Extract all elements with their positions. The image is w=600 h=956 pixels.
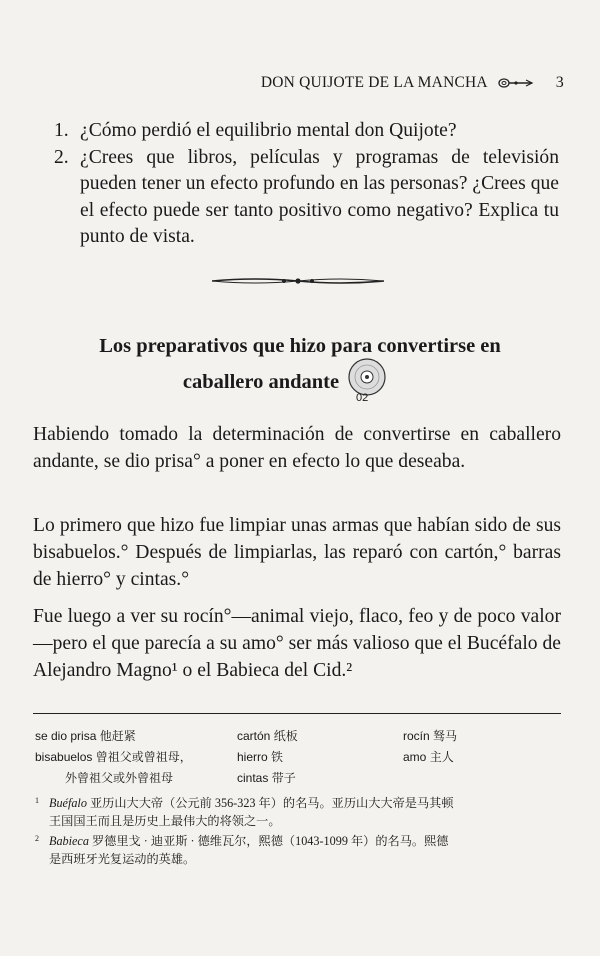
footnote-mark: 1 bbox=[35, 796, 39, 805]
glossary-entry bbox=[237, 747, 298, 768]
gloss-term: cintas bbox=[237, 771, 269, 785]
gloss-translation: 驽马 bbox=[433, 729, 458, 743]
footnote-text: 是西班牙光复运动的英雄。 bbox=[49, 852, 196, 866]
footnote-mark: 2 bbox=[35, 834, 39, 843]
gloss-translation: 铁 bbox=[271, 750, 284, 764]
glossary-entry bbox=[35, 768, 192, 789]
footnote-term: Babieca bbox=[49, 834, 89, 848]
page-number: 3 bbox=[555, 74, 564, 91]
audio-cd-icon[interactable] bbox=[347, 357, 387, 397]
question-text: ¿Crees que libros, películas y programas de televisión pueden tener un efecto profundo en las personas? ¿Crees que el efecto puede ser tanto positivo como negativo? Explica tu punto de vista. bbox=[80, 146, 559, 247]
gloss-term: bisabuelos bbox=[35, 750, 93, 764]
gloss-term: se dio prisa bbox=[35, 729, 97, 743]
glossary-column bbox=[403, 726, 457, 768]
glossary-column bbox=[237, 726, 298, 789]
footnote-rule bbox=[33, 713, 561, 714]
glossary-entry bbox=[403, 726, 457, 747]
glossary-entry bbox=[237, 726, 298, 747]
footnote-text: 罗德里戈 · 迪亚斯 · 德维瓦尔，熙德（1043-1099 年）的名马。熙德 bbox=[88, 834, 449, 848]
glossary-entry bbox=[35, 747, 192, 768]
gloss-translation: 外曾祖父或外曾祖母 bbox=[65, 771, 174, 785]
question-number: 1. bbox=[54, 120, 69, 141]
glossary-entry bbox=[35, 726, 192, 747]
question-number: 2. bbox=[54, 146, 69, 168]
gloss-translation: 带子 bbox=[271, 771, 296, 785]
question-text: ¿Cómo perdió el equilibrio mental don Quijote? bbox=[80, 120, 457, 141]
gloss-term: amo bbox=[403, 750, 427, 764]
question-item bbox=[54, 118, 559, 145]
paragraph: Lo primero que hizo fue limpiar unas armas que habían sido de sus bisabuelos.° Después de limpiarlas, las reparó con cartón,° barras de hierro° y cintas.° bbox=[33, 515, 561, 590]
footnote-text: 亚历山大大帝（公元前 356-323 年）的名马。亚历山大大帝是马其顿 bbox=[86, 796, 454, 810]
footnote-text: 王国国王而且是历史上最伟大的将领之一。 bbox=[49, 814, 281, 828]
gloss-translation: 纸板 bbox=[273, 729, 298, 743]
section-title-line: caballero andante bbox=[182, 371, 340, 393]
glossary-entry bbox=[237, 768, 298, 789]
section-title bbox=[40, 328, 560, 400]
section-title-line: Los preparativos que hizo para convertirse en bbox=[99, 335, 501, 357]
running-head bbox=[230, 74, 564, 92]
audio-track-number: 02 bbox=[356, 392, 369, 404]
glossary-entry bbox=[403, 747, 457, 768]
footnote bbox=[35, 832, 560, 868]
glossary-column bbox=[35, 726, 192, 789]
ornament-icon bbox=[498, 77, 534, 89]
paragraph: Fue luego a ver su rocín°—animal viejo, flaco, feo y de poco valor—pero el que parecía a su amo° ser más valioso que el Bucéfalo de Alejandro Magno¹ o el Babieca del Cid.² bbox=[33, 606, 561, 681]
gloss-term: hierro bbox=[237, 750, 268, 764]
footnote-term: Buéfalo bbox=[49, 796, 87, 810]
footnote bbox=[35, 794, 560, 830]
question-item bbox=[54, 145, 559, 251]
gloss-translation: 他赶紧 bbox=[99, 729, 136, 743]
paragraph: Habiendo tomado la determinación de convertirse en caballero andante, se dio prisa° a poner en efecto lo que deseaba. bbox=[33, 424, 561, 472]
section-divider bbox=[212, 275, 384, 287]
gloss-translation: 主人 bbox=[429, 750, 454, 764]
gloss-translation: 曾祖父或曾祖母， bbox=[95, 750, 192, 764]
gloss-term: cartón bbox=[237, 729, 271, 743]
question-list bbox=[54, 118, 559, 251]
running-title: DON QUIJOTE DE LA MANCHA bbox=[260, 74, 488, 91]
gloss-term: rocín bbox=[403, 729, 430, 743]
